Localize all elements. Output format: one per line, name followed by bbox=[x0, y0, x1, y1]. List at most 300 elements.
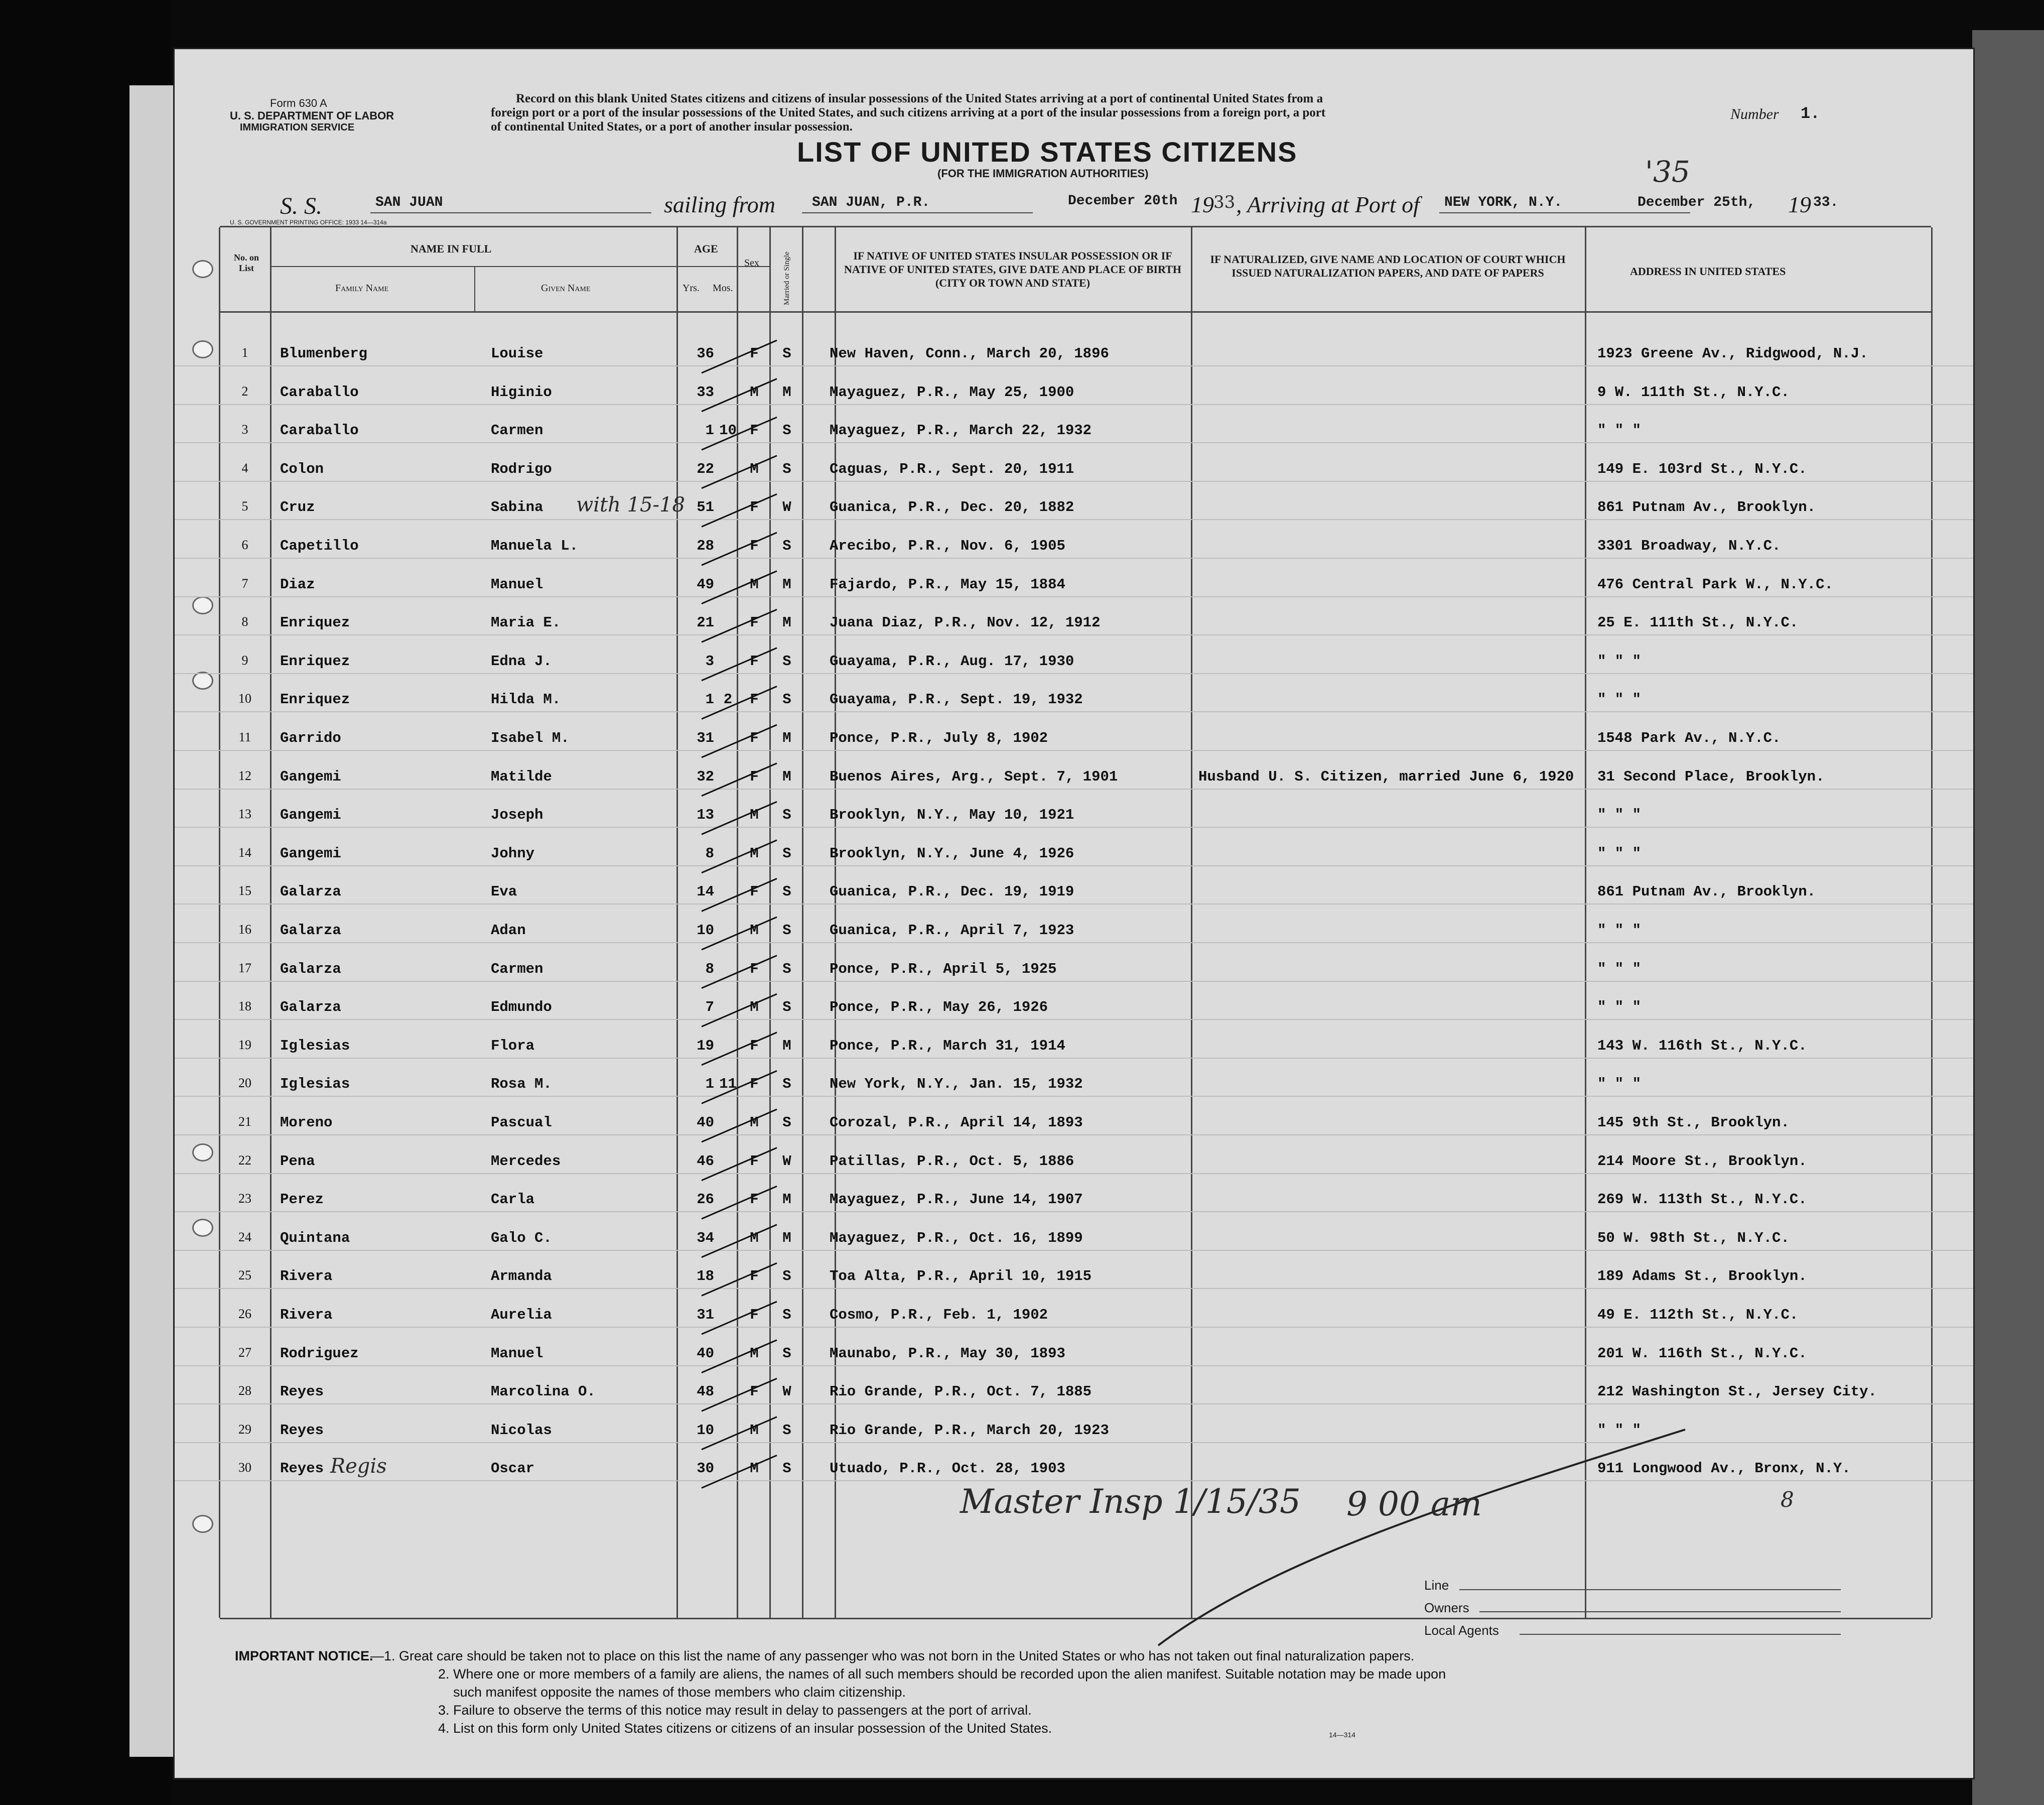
birth-place-date: Guanica, P.R., Dec. 20, 1882 bbox=[830, 499, 1074, 516]
marital-status: M bbox=[782, 383, 791, 401]
row-number: 9 bbox=[241, 653, 248, 668]
marital-status: M bbox=[782, 1191, 791, 1208]
marital-status: S bbox=[782, 807, 791, 824]
tally-mark bbox=[702, 1071, 777, 1103]
given-name: Maria E. bbox=[491, 614, 561, 631]
row-number: 16 bbox=[238, 922, 251, 937]
birth-place-date: Mayaguez, P.R., March 22, 1932 bbox=[830, 422, 1092, 439]
sex: F bbox=[750, 960, 759, 977]
header-given-name: Given Name bbox=[541, 283, 591, 294]
header-family-name: Family Name bbox=[335, 283, 389, 294]
family-name: Rodriguez bbox=[280, 1345, 359, 1362]
family-name: Galarza bbox=[280, 922, 341, 939]
sex: F bbox=[750, 730, 759, 746]
marital-status: S bbox=[782, 999, 791, 1016]
instructions-line3: of continental United States, or a port of another insular possession. bbox=[491, 120, 853, 134]
tally-mark bbox=[702, 456, 777, 488]
family-name: Gangemi bbox=[280, 768, 341, 785]
age-months: 2 bbox=[723, 691, 733, 708]
sex: F bbox=[750, 422, 759, 439]
birth-place-date: Ponce, P.R., April 5, 1925 bbox=[830, 960, 1057, 977]
tally-mark bbox=[702, 609, 777, 642]
department: U. S. DEPARTMENT OF LABOR bbox=[230, 109, 394, 122]
row-number: 14 bbox=[238, 845, 251, 860]
birth-place-date: Patillas, P.R., Oct. 5, 1886 bbox=[830, 1152, 1074, 1170]
sex: M bbox=[750, 1114, 759, 1131]
number-value: 1. bbox=[1801, 104, 1820, 123]
tally-mark bbox=[702, 840, 777, 873]
header-address: ADDRESS IN UNITED STATES bbox=[1630, 265, 1786, 278]
marital-status: S bbox=[782, 691, 791, 708]
year-prefix: 19 bbox=[1191, 192, 1214, 217]
marital-status: M bbox=[782, 1037, 791, 1054]
us-address: 9 W. 111th St., N.Y.C. bbox=[1597, 383, 1790, 401]
us-address: 476 Central Park W., N.Y.C. bbox=[1597, 576, 1833, 593]
tally-mark bbox=[702, 1148, 777, 1181]
row-number: 7 bbox=[241, 576, 248, 591]
age-years: 22 bbox=[697, 460, 714, 477]
marital-status: S bbox=[782, 653, 791, 670]
age-months: 10 bbox=[719, 422, 737, 439]
birth-place-date: Mayaguez, P.R., June 14, 1907 bbox=[830, 1191, 1083, 1208]
given-name: Nicolas bbox=[491, 1422, 552, 1439]
notice-2b: such manifest opposite the names of those members who claim citizenship. bbox=[453, 1685, 906, 1700]
age-years: 28 bbox=[697, 538, 714, 554]
us-address: 149 E. 103rd St., N.Y.C. bbox=[1597, 460, 1807, 477]
tally-mark bbox=[702, 994, 777, 1026]
sex: F bbox=[750, 883, 759, 900]
birth-place-date: Toa Alta, P.R., April 10, 1915 bbox=[830, 1268, 1092, 1285]
given-name: Johny bbox=[491, 845, 535, 862]
birth-place-date: Cosmo, P.R., Feb. 1, 1902 bbox=[830, 1307, 1048, 1323]
tally-mark bbox=[702, 1302, 777, 1334]
tally-mark bbox=[702, 1340, 777, 1373]
tally-mark bbox=[702, 648, 777, 681]
family-name: Reyes bbox=[280, 1383, 324, 1400]
family-name: Gangemi bbox=[280, 845, 341, 862]
family-name: Rivera bbox=[280, 1268, 333, 1285]
notice-4: 4. List on this form only United States citizens or citizens of an insular possession of the United States. bbox=[438, 1721, 1052, 1736]
us-address: 189 Adams St., Brooklyn. bbox=[1597, 1268, 1807, 1285]
marital-status: M bbox=[782, 768, 791, 785]
tally-mark bbox=[702, 1455, 777, 1488]
age-years: 32 bbox=[697, 768, 714, 785]
header-birth: IF NATIVE OF UNITED STATES INSULAR POSSESSION OR IF NATIVE OF UNITED STATES, GIVE DATE AND PLACE OF BIRTH (CITY OR TOWN AND STATE) bbox=[844, 249, 1181, 289]
header-yrs: Yrs. bbox=[683, 283, 700, 294]
age-years: 33 bbox=[697, 383, 714, 401]
age-years: 18 bbox=[697, 1268, 714, 1285]
given-name: Galo C. bbox=[491, 1229, 552, 1246]
age-years: 46 bbox=[697, 1152, 714, 1170]
age-years: 7 bbox=[705, 999, 714, 1016]
us-address: 3301 Broadway, N.Y.C. bbox=[1597, 538, 1781, 554]
marital-status: S bbox=[782, 460, 791, 477]
given-name: Oscar bbox=[491, 1460, 535, 1477]
tally-mark bbox=[702, 494, 777, 527]
given-name: Sabina bbox=[491, 499, 543, 516]
page-edge bbox=[1972, 30, 2044, 1805]
marital-status: W bbox=[782, 499, 791, 516]
family-name: Garrido bbox=[280, 730, 341, 746]
us-address: 50 W. 98th St., N.Y.C. bbox=[1597, 1229, 1790, 1246]
notice-3: 3. Failure to observe the terms of this notice may result in delay to passengers at the port of arrival. bbox=[438, 1703, 1032, 1718]
sex: F bbox=[750, 768, 759, 785]
given-name: Joseph bbox=[491, 807, 543, 824]
row-number: 10 bbox=[238, 691, 251, 706]
tally-mark bbox=[702, 417, 777, 450]
sex: M bbox=[750, 845, 759, 862]
page-title: LIST OF UNITED STATES CITIZENS bbox=[797, 136, 1298, 168]
sex: M bbox=[750, 576, 759, 593]
birth-place-date: Maunabo, P.R., May 30, 1893 bbox=[830, 1345, 1065, 1362]
departure-date: December 20th bbox=[1068, 193, 1178, 209]
birth-place-date: New York, N.Y., Jan. 15, 1932 bbox=[830, 1076, 1083, 1093]
row-number: 29 bbox=[238, 1422, 251, 1437]
sex: F bbox=[750, 345, 759, 362]
age-years: 13 bbox=[697, 807, 714, 824]
birth-place-date: Juana Diaz, P.R., Nov. 12, 1912 bbox=[830, 614, 1101, 631]
birth-place-date: Mayaguez, P.R., Oct. 16, 1899 bbox=[830, 1229, 1083, 1246]
given-name: Louise bbox=[491, 345, 543, 362]
given-name: Mercedes bbox=[491, 1152, 561, 1170]
tally-mark bbox=[702, 1378, 777, 1411]
sex: F bbox=[750, 1152, 759, 1170]
form-code: 14—314 bbox=[1329, 1731, 1355, 1739]
birth-place-date: Fajardo, P.R., May 15, 1884 bbox=[830, 576, 1065, 593]
tally-mark bbox=[702, 1263, 777, 1296]
given-name: Isabel M. bbox=[491, 730, 570, 746]
marital-status: S bbox=[782, 1307, 791, 1323]
family-name: Colon bbox=[280, 460, 324, 477]
tally-mark bbox=[702, 878, 777, 911]
binder-strip bbox=[129, 85, 175, 1757]
sex: F bbox=[750, 538, 759, 554]
us-address: 214 Moore St., Brooklyn. bbox=[1597, 1152, 1807, 1170]
marital-status: S bbox=[782, 922, 791, 939]
header-mos: Mos. bbox=[713, 283, 733, 294]
header-age: AGE bbox=[694, 242, 718, 255]
age-years: 26 bbox=[697, 1191, 714, 1208]
arrival-year-prefix: 19 bbox=[1788, 192, 1811, 217]
age-years: 3 bbox=[705, 653, 714, 670]
us-address: 31 Second Place, Brooklyn. bbox=[1597, 768, 1825, 785]
instructions-line1: Record on this blank United States citizens and citizens of insular possessions of the United States arriving at a port of continental United States from a bbox=[516, 92, 1323, 105]
manifest-page bbox=[173, 48, 1975, 1779]
marital-status: M bbox=[782, 730, 791, 746]
sex: F bbox=[750, 1307, 759, 1323]
page-subtitle: (FOR THE IMMIGRATION AUTHORITIES) bbox=[937, 167, 1149, 180]
us-address: " " " bbox=[1597, 807, 1642, 824]
printing-office: U. S. GOVERNMENT PRINTING OFFICE: 1933 14—314a bbox=[230, 219, 387, 226]
header-married-single: Married or Single bbox=[783, 251, 791, 305]
sex: M bbox=[750, 383, 759, 401]
us-address: " " " bbox=[1597, 422, 1642, 439]
ss-label: S. S. bbox=[280, 193, 322, 219]
age-years: 21 bbox=[697, 614, 714, 631]
birth-place-date: Brooklyn, N.Y., May 10, 1921 bbox=[830, 807, 1074, 824]
handwritten-year: '35 bbox=[1645, 155, 1690, 189]
age-years: 8 bbox=[705, 845, 714, 862]
marital-status: W bbox=[782, 1383, 791, 1400]
age-years: 30 bbox=[697, 1460, 714, 1477]
row-number: 3 bbox=[241, 422, 248, 437]
sex: F bbox=[750, 1076, 759, 1093]
us-address: " " " bbox=[1597, 999, 1642, 1016]
row-number: 6 bbox=[241, 538, 248, 552]
tally-mark bbox=[702, 1109, 777, 1142]
row-number: 5 bbox=[241, 499, 248, 514]
age-years: 1 bbox=[705, 691, 714, 708]
birth-place-date: New Haven, Conn., March 20, 1896 bbox=[830, 345, 1109, 362]
age-years: 19 bbox=[697, 1037, 714, 1054]
tally-mark bbox=[702, 1225, 777, 1257]
row-number: 25 bbox=[238, 1268, 251, 1283]
age-years: 1 bbox=[705, 1076, 714, 1093]
tally-mark bbox=[702, 763, 777, 796]
sex: M bbox=[750, 999, 759, 1016]
birth-place-date: Mayaguez, P.R., May 25, 1900 bbox=[830, 383, 1074, 401]
age-years: 51 bbox=[697, 499, 714, 516]
row-number: 2 bbox=[241, 383, 248, 399]
family-name: Enriquez bbox=[280, 691, 350, 708]
page-mark: 8 bbox=[1781, 1487, 1794, 1512]
family-name: Blumenberg bbox=[280, 345, 368, 362]
given-name: Carmen bbox=[491, 960, 543, 977]
tally-mark bbox=[702, 379, 777, 412]
row-number: 8 bbox=[241, 614, 248, 629]
sex: F bbox=[750, 1037, 759, 1054]
arriving-label: , Arriving at Port of bbox=[1236, 192, 1420, 217]
arrival-port: NEW YORK, N.Y. bbox=[1444, 195, 1563, 210]
birth-place-date: Ponce, P.R., July 8, 1902 bbox=[830, 730, 1048, 746]
family-name: Caraballo bbox=[280, 422, 359, 439]
number-label: Number bbox=[1730, 106, 1779, 122]
marital-status: W bbox=[782, 1152, 791, 1170]
given-name: Rodrigo bbox=[491, 460, 552, 477]
given-name: Pascual bbox=[491, 1114, 552, 1131]
row-number: 19 bbox=[238, 1037, 251, 1052]
age-years: 10 bbox=[697, 922, 714, 939]
marital-status: S bbox=[782, 1076, 791, 1093]
us-address: 201 W. 116th St., N.Y.C. bbox=[1597, 1345, 1807, 1362]
sex: M bbox=[750, 807, 759, 824]
birth-place-date: Buenos Aires, Arg., Sept. 7, 1901 bbox=[830, 768, 1118, 785]
family-name: Moreno bbox=[280, 1114, 333, 1131]
service: IMMIGRATION SERVICE bbox=[240, 122, 355, 133]
notice-2a: 2. Where one or more members of a family are aliens, the names of all such members should be recorded upon the alien manifest. Suitable notation may be made upon bbox=[438, 1666, 1446, 1682]
family-name: Quintana bbox=[280, 1229, 350, 1246]
tally-mark bbox=[702, 340, 777, 373]
row-number: 27 bbox=[238, 1345, 251, 1360]
family-name: Diaz bbox=[280, 576, 315, 593]
sailing-from-label: sailing from bbox=[664, 192, 775, 217]
birth-place-date: Rio Grande, P.R., March 20, 1923 bbox=[830, 1422, 1109, 1439]
departure-year: 33 bbox=[1213, 192, 1236, 212]
given-name: Marcolina O. bbox=[491, 1383, 596, 1400]
age-years: 48 bbox=[697, 1383, 714, 1400]
family-name: Pena bbox=[280, 1152, 315, 1170]
age-years: 14 bbox=[697, 883, 714, 900]
given-name: Carmen bbox=[491, 422, 543, 439]
marital-status: S bbox=[782, 422, 791, 439]
marital-status: M bbox=[782, 614, 791, 631]
family-name: Galarza bbox=[280, 960, 341, 977]
marital-status: S bbox=[782, 1422, 791, 1439]
row-number: 21 bbox=[238, 1114, 251, 1129]
given-name: Aurelia bbox=[491, 1307, 552, 1323]
header-sex: Sex bbox=[744, 257, 759, 269]
family-name: Caraballo bbox=[280, 383, 359, 401]
arrival-date: December 25th, bbox=[1638, 195, 1756, 210]
local-agents-label: Local Agents bbox=[1424, 1623, 1499, 1638]
birth-place-date: Utuado, P.R., Oct. 28, 1903 bbox=[830, 1460, 1065, 1477]
sex: M bbox=[750, 1229, 759, 1246]
age-years: 31 bbox=[697, 1307, 714, 1323]
row5-note: with 15-18 bbox=[576, 493, 685, 517]
age-months: 11 bbox=[719, 1076, 737, 1093]
us-address: 212 Washington St., Jersey City. bbox=[1597, 1383, 1877, 1400]
birth-place-date: Guanica, P.R., April 7, 1923 bbox=[830, 922, 1074, 939]
us-address: " " " bbox=[1597, 922, 1642, 939]
row-number: 17 bbox=[238, 960, 251, 975]
given-name: Matilde bbox=[491, 768, 552, 785]
row-number: 12 bbox=[238, 768, 251, 783]
marital-status: S bbox=[782, 1345, 791, 1362]
row-number: 13 bbox=[238, 807, 251, 822]
family-name: Enriquez bbox=[280, 653, 350, 670]
birth-place-date: Corozal, P.R., April 14, 1893 bbox=[830, 1114, 1083, 1131]
tally-mark bbox=[702, 571, 777, 604]
header-no: No. on List bbox=[233, 252, 259, 273]
tally-mark bbox=[702, 956, 777, 988]
naturalization: Husband U. S. Citizen, married June 6, 1920 bbox=[1198, 768, 1574, 785]
row-number: 11 bbox=[238, 730, 251, 744]
us-address: " " " bbox=[1597, 845, 1642, 862]
sex: F bbox=[750, 1268, 759, 1285]
family-name: Galarza bbox=[280, 999, 341, 1016]
notice-title: IMPORTANT NOTICE. bbox=[235, 1648, 373, 1663]
given-name: Flora bbox=[491, 1037, 535, 1054]
birth-place-date: Caguas, P.R., Sept. 20, 1911 bbox=[830, 460, 1074, 477]
sex: M bbox=[750, 922, 759, 939]
given-name: Manuel bbox=[491, 1345, 543, 1362]
row-number: 24 bbox=[238, 1229, 251, 1244]
age-years: 10 bbox=[697, 1422, 714, 1439]
marital-status: S bbox=[782, 345, 791, 362]
age-years: 34 bbox=[697, 1229, 714, 1246]
marital-status: S bbox=[782, 538, 791, 554]
birth-place-date: Guayama, P.R., Aug. 17, 1930 bbox=[830, 653, 1074, 670]
age-years: 1 bbox=[705, 422, 714, 439]
row-number: 26 bbox=[238, 1307, 251, 1321]
us-address: 143 W. 116th St., N.Y.C. bbox=[1597, 1037, 1807, 1054]
header-naturalized: IF NATURALIZED, GIVE NAME AND LOCATION OF COURT WHICH ISSUED NATURALIZATION PAPERS, AND DATE OF PAPERS bbox=[1210, 253, 1566, 279]
row-number: 22 bbox=[238, 1152, 251, 1168]
us-address: " " " bbox=[1597, 1422, 1642, 1439]
sex: F bbox=[750, 1383, 759, 1400]
inspector-signature: Master Insp 1/15/35 bbox=[960, 1482, 1301, 1521]
age-years: 40 bbox=[697, 1114, 714, 1131]
birth-place-date: Ponce, P.R., March 31, 1914 bbox=[830, 1037, 1065, 1054]
tally-mark bbox=[702, 1186, 777, 1219]
line-label: Line bbox=[1424, 1578, 1449, 1593]
given-name: Armanda bbox=[491, 1268, 552, 1285]
tally-mark bbox=[702, 917, 777, 950]
us-address: " " " bbox=[1597, 960, 1642, 977]
tally-mark bbox=[702, 802, 777, 834]
us-address: 861 Putnam Av., Brooklyn. bbox=[1597, 499, 1816, 516]
family-name: Iglesias bbox=[280, 1037, 350, 1054]
marital-status: S bbox=[782, 845, 791, 862]
age-years: 40 bbox=[697, 1345, 714, 1362]
header-name-in-full: NAME IN FULL bbox=[411, 242, 492, 255]
us-address: " " " bbox=[1597, 691, 1642, 708]
us-address: " " " bbox=[1597, 1076, 1642, 1093]
sex: F bbox=[750, 1191, 759, 1208]
us-address: 49 E. 112th St., N.Y.C. bbox=[1597, 1307, 1799, 1323]
family-name: Reyes bbox=[280, 1422, 324, 1439]
given-name: Hilda M. bbox=[491, 691, 561, 708]
family-name: Reyes bbox=[280, 1460, 324, 1477]
us-address: 1923 Greene Av., Ridgwood, N.J. bbox=[1597, 345, 1868, 362]
family-name: Iglesias bbox=[280, 1076, 350, 1093]
age-years: 36 bbox=[697, 345, 714, 362]
birth-place-date: Brooklyn, N.Y., June 4, 1926 bbox=[830, 845, 1074, 862]
given-name: Higinio bbox=[491, 383, 552, 401]
marital-status: S bbox=[782, 883, 791, 900]
sex: M bbox=[750, 1460, 759, 1477]
sex: M bbox=[750, 1422, 759, 1439]
marital-status: S bbox=[782, 1460, 791, 1477]
us-address: 861 Putnam Av., Brooklyn. bbox=[1597, 883, 1816, 900]
row-number: 18 bbox=[238, 999, 251, 1014]
birth-place-date: Guanica, P.R., Dec. 19, 1919 bbox=[830, 883, 1074, 900]
inspection-time: 9 00 am bbox=[1346, 1485, 1482, 1523]
tally-mark bbox=[702, 725, 777, 757]
form-id: Form 630 A bbox=[270, 97, 327, 109]
owners-label: Owners bbox=[1424, 1600, 1469, 1615]
given-name: Eva bbox=[491, 883, 517, 900]
us-address: 269 W. 113th St., N.Y.C. bbox=[1597, 1191, 1807, 1208]
row30-note: Regis bbox=[330, 1455, 387, 1478]
notice-1: —1. Great care should be taken not to place on this list the name of any passenger who was not born in the United States or who has not taken out final naturalization papers. bbox=[370, 1648, 1415, 1663]
family-name: Cruz bbox=[280, 499, 315, 516]
marital-status: S bbox=[782, 1268, 791, 1285]
given-name: Rosa M. bbox=[491, 1076, 552, 1093]
marital-status: S bbox=[782, 960, 791, 977]
row-number: 28 bbox=[238, 1383, 251, 1398]
family-name: Enriquez bbox=[280, 614, 350, 631]
given-name: Manuela L. bbox=[491, 538, 579, 554]
age-years: 8 bbox=[705, 960, 714, 977]
birth-place-date: Rio Grande, P.R., Oct. 7, 1885 bbox=[830, 1383, 1092, 1400]
pen-stroke bbox=[1158, 1430, 1685, 1645]
marital-status: M bbox=[782, 1229, 791, 1246]
tally-mark bbox=[702, 533, 777, 565]
tally-mark bbox=[702, 1417, 777, 1450]
row-number: 15 bbox=[238, 883, 251, 898]
family-name: Gangemi bbox=[280, 807, 341, 824]
sex: F bbox=[750, 691, 759, 708]
sex: M bbox=[750, 460, 759, 477]
family-name: Rivera bbox=[280, 1307, 333, 1323]
age-years: 49 bbox=[697, 576, 714, 593]
family-name: Galarza bbox=[280, 883, 341, 900]
given-name: Carla bbox=[491, 1191, 535, 1208]
row-number: 20 bbox=[238, 1076, 251, 1091]
instructions-line2: foreign port or a port of the insular possessions of the United States, and such citizens arriving at a port of the insular possessions from a foreign port, a port bbox=[491, 106, 1326, 119]
row-number: 1 bbox=[241, 345, 248, 360]
